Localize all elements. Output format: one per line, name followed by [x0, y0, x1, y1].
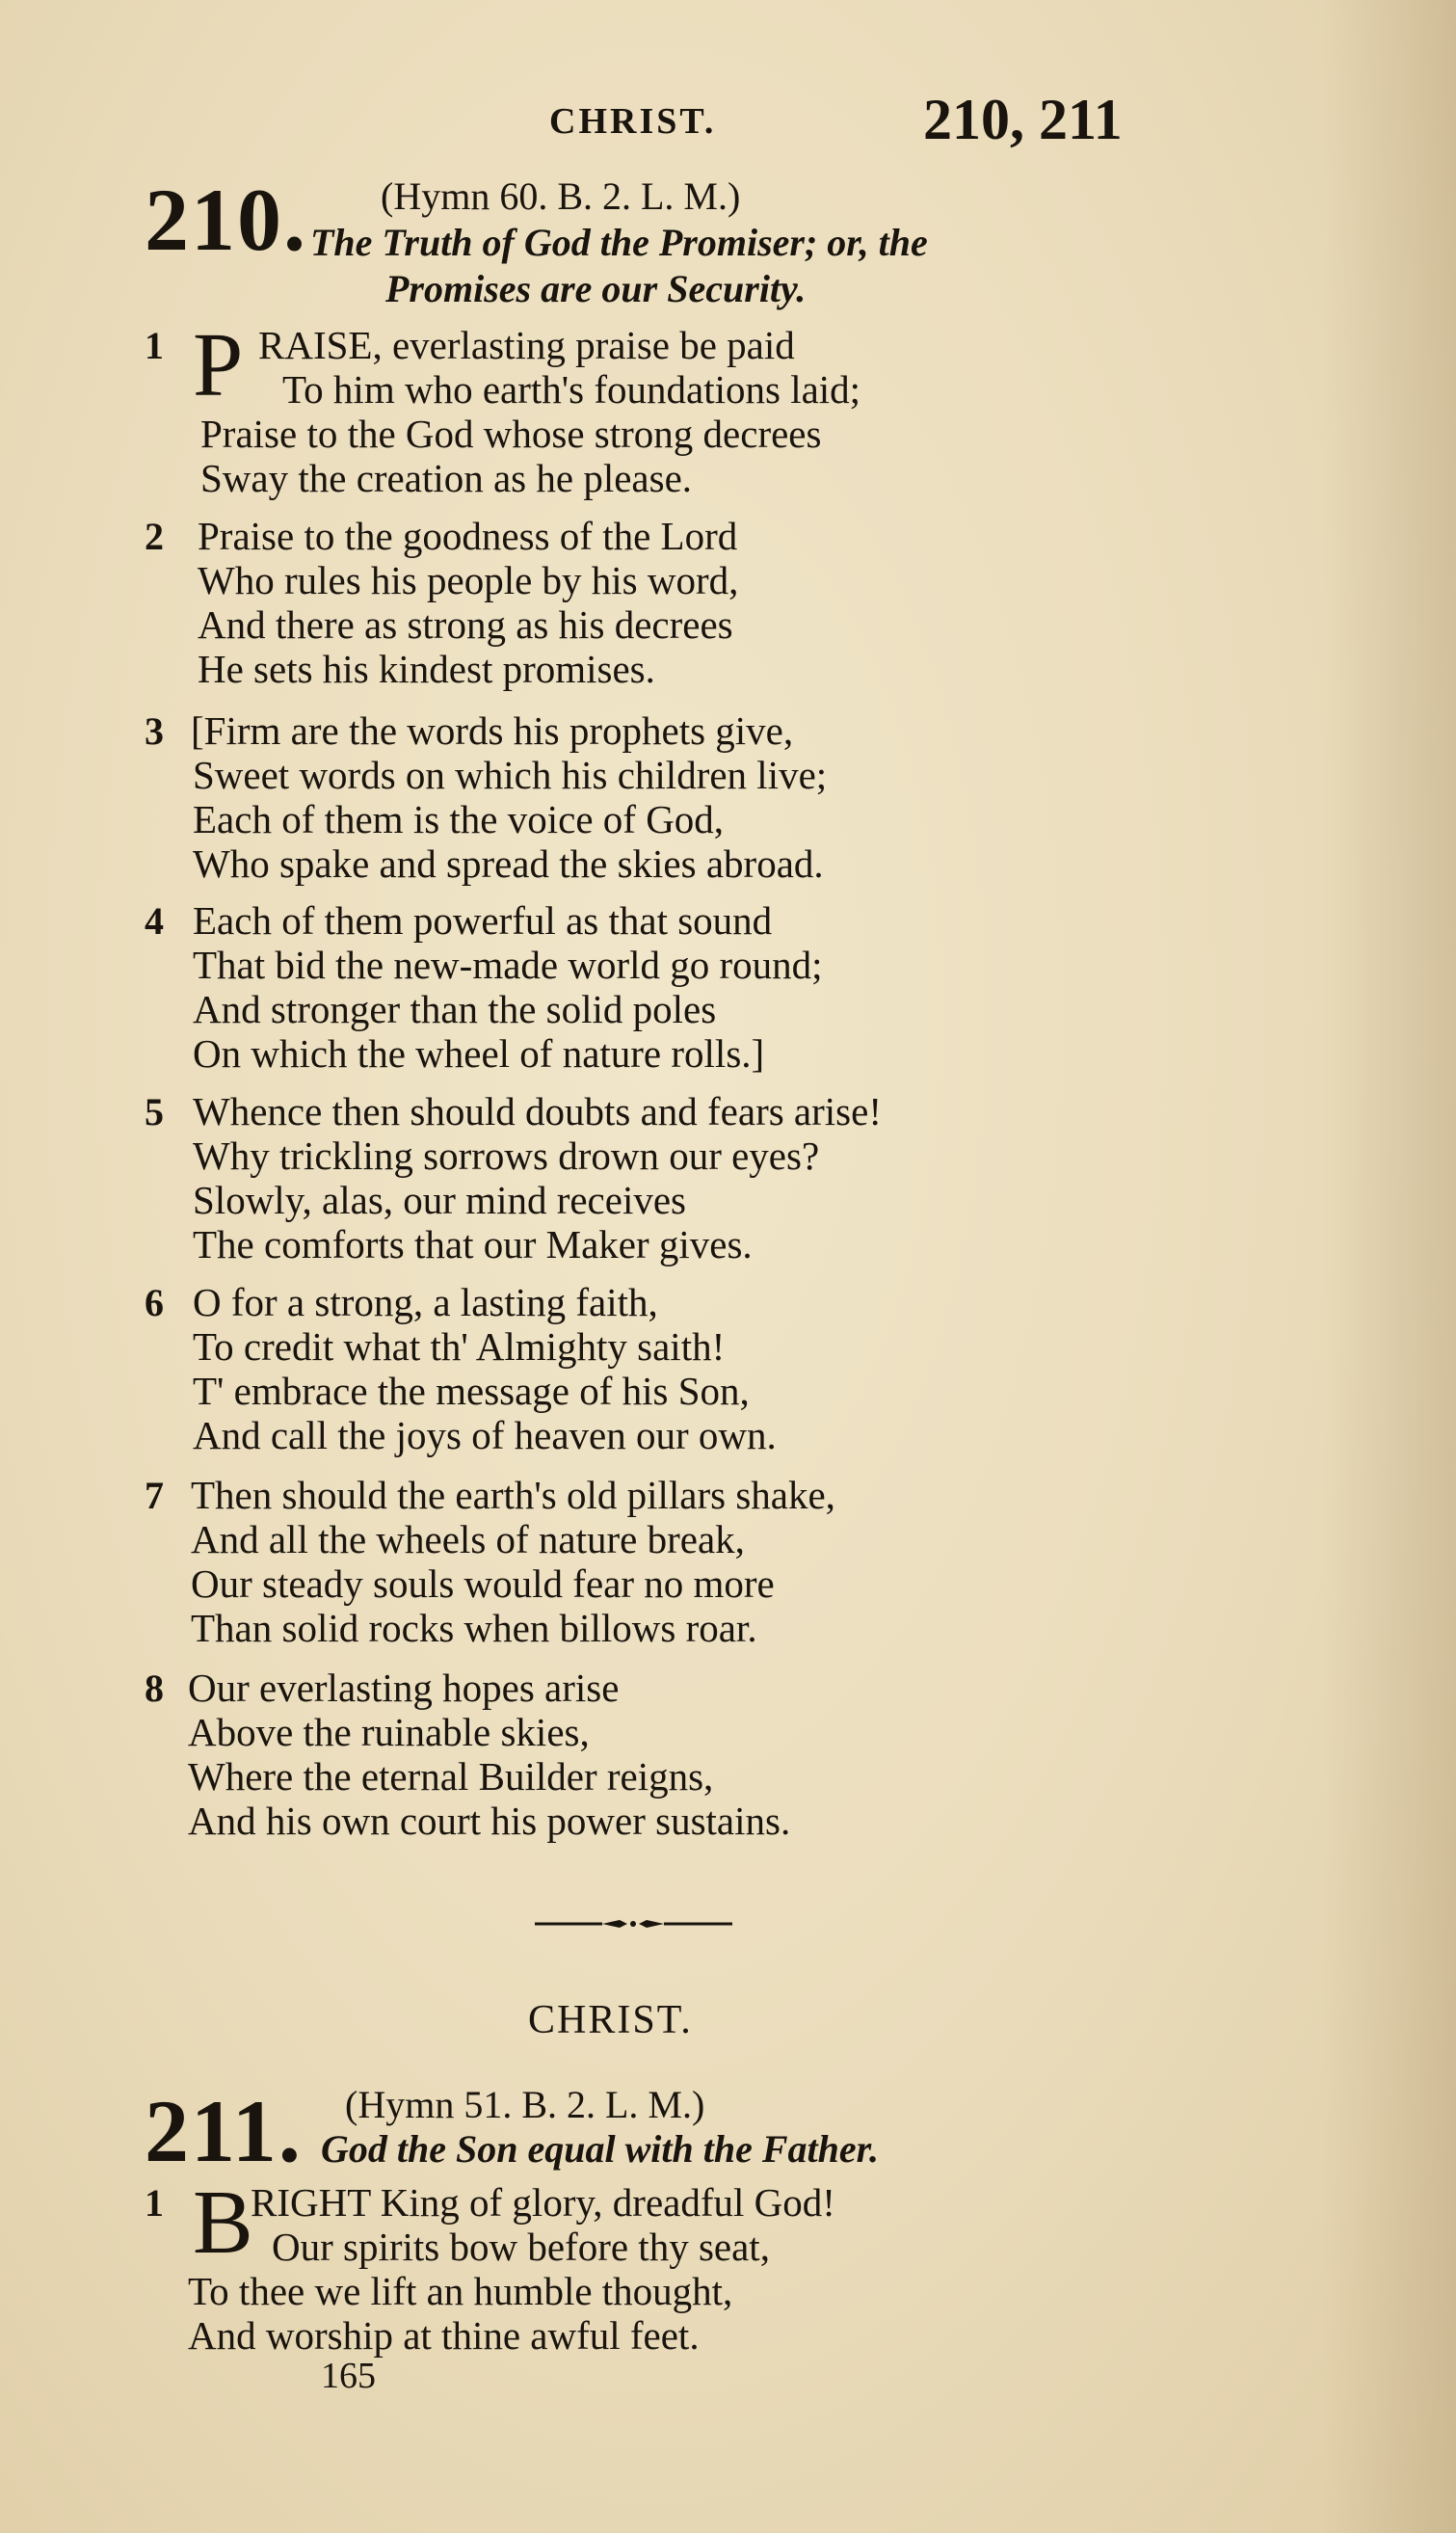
verse-line: Praise to the God whose strong decrees — [200, 412, 822, 456]
stanza-number: 4 — [145, 899, 164, 943]
verse-line: Above the ruinable skies, — [188, 1710, 590, 1754]
verse-line: To him who earth's foundations laid; — [282, 367, 861, 412]
verse-line: Who spake and spread the skies abroad. — [193, 841, 824, 886]
verse-line: Each of them powerful as that sound — [193, 898, 773, 943]
page-header — [0, 87, 1456, 154]
running-title: CHRIST. — [549, 101, 717, 142]
verse-line: He sets his kindest promises. — [198, 647, 655, 691]
verse-line: Sway the creation as he please. — [200, 456, 693, 500]
verse-line: Each of them is the voice of God, — [193, 797, 725, 841]
verse-line: That bid the new-made world go round; — [193, 943, 823, 987]
hymn-number: 210. — [145, 171, 307, 269]
verse-line: Our everlasting hopes arise — [188, 1666, 620, 1710]
verse-line: Who rules his people by his word, — [198, 558, 739, 602]
stanza — [145, 514, 1108, 697]
verse-line: RAISE, everlasting praise be paid — [258, 323, 795, 367]
hymn-title: The Truth of God the Promiser; or, the — [310, 221, 928, 264]
verse-line: Why trickling sorrows drown our eyes? — [193, 1133, 820, 1178]
stanza — [145, 315, 1108, 506]
hymn-number: 211. — [145, 2082, 303, 2180]
page-edge-shadow — [1321, 0, 1456, 2533]
stanza — [145, 898, 1108, 1081]
verse-line: To thee we lift an humble thought, — [188, 2269, 733, 2313]
verse-line: And stronger than the solid poles — [193, 987, 717, 1031]
verse-line: Than solid rocks when billows roar. — [191, 1606, 757, 1650]
page-numbers: 210, 211 — [923, 88, 1123, 151]
verse-line: And his own court his power sustains. — [188, 1799, 791, 1843]
drop-cap: P — [193, 315, 244, 415]
ornament-divider — [535, 1918, 732, 1930]
stanza — [145, 1666, 1108, 1849]
verse-line: And call the joys of heaven our own. — [193, 1413, 777, 1457]
hymn-title: God the Son equal with the Father. — [321, 2127, 880, 2171]
verse-line: Praise to the goodness of the Lord — [198, 514, 738, 558]
verse-line: Whence then should doubts and fears arise! — [193, 1089, 882, 1133]
stanza — [145, 708, 1108, 892]
stanza-number: 2 — [145, 515, 164, 558]
verse-line: RIGHT King of glory, dreadful God! — [251, 2180, 835, 2225]
verse-line: Our steady souls would fear no more — [191, 1561, 775, 1606]
verse-line: Slowly, alas, our mind receives — [193, 1178, 686, 1222]
hymn-title-continued: Promises are our Security. — [385, 267, 807, 310]
verse-line: To credit what th' Almighty saith! — [193, 1324, 726, 1369]
hymn-meter: (Hymn 51. B. 2. L. M.) — [345, 2083, 705, 2126]
verse-line: And worship at thine awful feet. — [188, 2313, 700, 2358]
verse-line: And all the wheels of nature break, — [191, 1517, 745, 1561]
hymn-meter: (Hymn 60. B. 2. L. M.) — [381, 174, 741, 218]
verse-line: Where the eternal Builder reigns, — [188, 1754, 714, 1799]
verse-line: [Firm are the words his prophets give, — [191, 708, 794, 753]
stanza-number: 5 — [145, 1090, 164, 1133]
stanza-number: 1 — [145, 324, 164, 367]
verse-line: Sweet words on which his children live; — [193, 753, 828, 797]
stanza — [145, 1089, 1108, 1272]
drop-cap: B — [193, 2173, 253, 2273]
folio-number: 165 — [321, 2356, 376, 2396]
stanza-number: 3 — [145, 709, 164, 753]
verse-line: The comforts that our Maker gives. — [193, 1222, 753, 1266]
stanza-number: 1 — [145, 2181, 164, 2225]
verse-line: Then should the earth's old pillars shake, — [191, 1473, 835, 1517]
stanza-number: 7 — [145, 1474, 164, 1517]
verse-line: T' embrace the message of his Son, — [193, 1369, 750, 1413]
stanza-number: 6 — [145, 1281, 164, 1324]
section-title: CHRIST. — [528, 1998, 693, 2042]
stanza — [145, 1473, 1108, 1656]
verse-line: On which the wheel of nature rolls.] — [193, 1031, 765, 1076]
stanza — [145, 2173, 1108, 2363]
stanza-number: 8 — [145, 1666, 164, 1710]
verse-line: Our spirits bow before thy seat, — [272, 2225, 770, 2269]
stanza — [145, 1280, 1108, 1463]
verse-line: And there as strong as his decrees — [198, 602, 733, 647]
verse-line: O for a strong, a lasting faith, — [193, 1280, 658, 1324]
